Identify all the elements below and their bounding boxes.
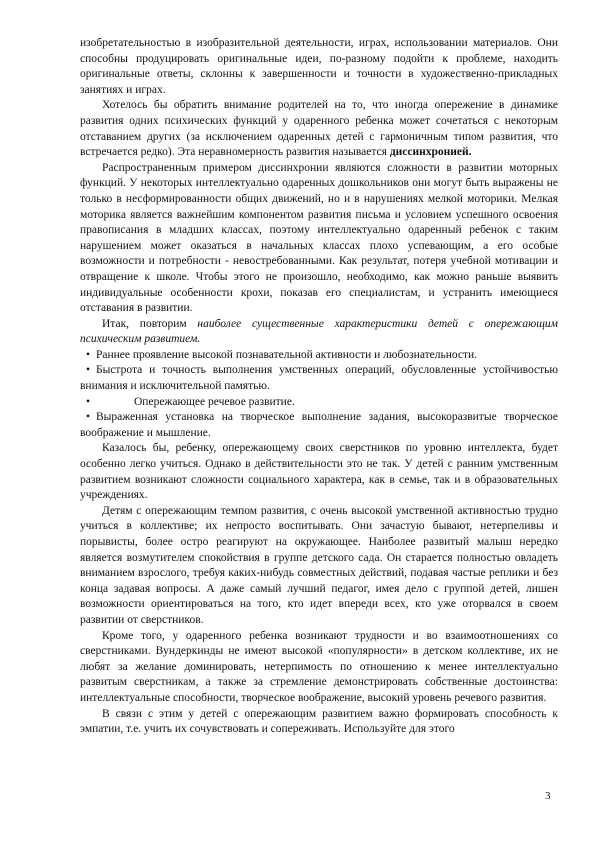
page-number: 3 bbox=[545, 790, 551, 802]
paragraph-peer-relations: Кроме того, у одаренного ребенка возникают трудности и во взаимоотношениях со сверстниками. Вундеркинды не имеют высокой «популярности» в детском коллективе, их не любят за желание доминировать, нетерпимость по отношению к менее интеллектуально развитым сверстникам, а также за стремление демонстрировать собственные достоинства: интеллектуальные способности, творческое воображение, высокий уровень речевого развития. bbox=[80, 629, 558, 704]
bullet-item bbox=[80, 410, 558, 441]
paragraph-dissynchrony bbox=[80, 98, 558, 160]
term-dissynchrony: диссинхронией. bbox=[389, 146, 472, 159]
bullet-text: Опережающее речевое развитие. bbox=[134, 395, 295, 408]
paragraph-empathy: В связи с этим у детей с опережающим развитием важно формировать способность к эмпатии, т.е. учить их сочувствовать и сопереживать. Используйте для этого bbox=[80, 707, 558, 736]
bullet-text: Быстрота и точность выполнения умственных операций, обусловленные устойчивостью внимания и исключительной памятью. bbox=[80, 364, 558, 393]
bullet-text: Раннее проявление высокой познавательной активности и любознательности. bbox=[96, 348, 478, 361]
bullet-icon: • bbox=[86, 395, 91, 408]
paragraph-summary-lead bbox=[80, 317, 558, 348]
paragraph-social-difficulties: Казалось бы, ребенку, опережающему своих сверстников по уровню интеллекта, будет особенно легко учиться. Однако в действительности это не так. У детей с ранним умственным развитием возникают сложности социального характера, как в семье, так и в образовательных учреждениях. bbox=[80, 442, 558, 502]
bullet-text: Выраженная установка на творческое выполнение задания, высокоразвитые творческое воображение и мышление. bbox=[80, 411, 558, 439]
bullet-icon: • bbox=[86, 411, 91, 424]
bullet-item bbox=[80, 363, 558, 394]
bullet-item bbox=[80, 395, 558, 411]
paragraph-motor-functions: Распространенным примером диссинхронии являются сложности в развитии моторных функций. У некоторых интеллектуально одаренных дошкольников они могут быть выражены не только в несформированности общих движений, но и в нарушениях мелкой моторики. Мелкая моторика является важнейшим компонентом развития письма и условием успешного освоения правописания в младших классах, поэтому интеллектуально одаренный ребенок с таким нарушением может оказаться в начальных классах плохо успевающим, а его особые возможности и потребности - невостребованными. Как результат, потеря учебной мотивации и отвращение к школе. Чтобы этого не произошло, необходимо, как можно раньше выявить индивидуальные особенности крохи, показав его специалистам, и устранить имеющиеся отставания в развитии. bbox=[80, 161, 558, 315]
summary-emphasis: наиболее существенные характеристики детей с опережающим психическим развитием. bbox=[80, 317, 558, 346]
summary-lead-text: Итак, повторим bbox=[102, 317, 198, 330]
bullet-icon: • bbox=[86, 364, 91, 377]
paragraph-collective-learning: Детям с опережающим темпом развития, с очень высокой умственной активностью трудно учиться в коллективе; их непросто воспитывать. Они зачастую бывают, нетерпеливы и порывисты, более остро реагируют на окружающее. Наиболее развитый малыш нередко является возмутителем спокойствия в группе детского сада. Он старается полностью овладеть вниманием взрослого, требуя каких-нибудь совместных действий, подавая частые реплики и без конца задавая вопросы. А даже самый лучший педагог, имея дело с группой детей, лишен возможности ориентироваться на того, кто идет впереди всех, кто уже оторвался в своем развитии от сверстников. bbox=[80, 504, 558, 626]
paragraph-intro: изобретательностью в изобразительной деятельности, играх, использовании материалов. Они способны продуцировать оригинальные идеи, по-разному подойти к проблеме, находить оригинальные ответы, склонны к завершенности и точности в художественно-прикладных занятиях и играх. bbox=[80, 37, 558, 96]
paragraph-text: Хотелось бы обратить внимание родителей на то, что иногда опережение в динамике развития одних психических функций у одаренного ребенка может сочетаться с некоторым отставанием других (за исключением одаренных детей с гармоничным типом развития, что встречается редко). Эта неравномерность развития называется bbox=[80, 99, 558, 159]
page-content bbox=[80, 36, 558, 738]
bullet-icon: • bbox=[86, 348, 91, 361]
bullet-item bbox=[80, 348, 558, 364]
